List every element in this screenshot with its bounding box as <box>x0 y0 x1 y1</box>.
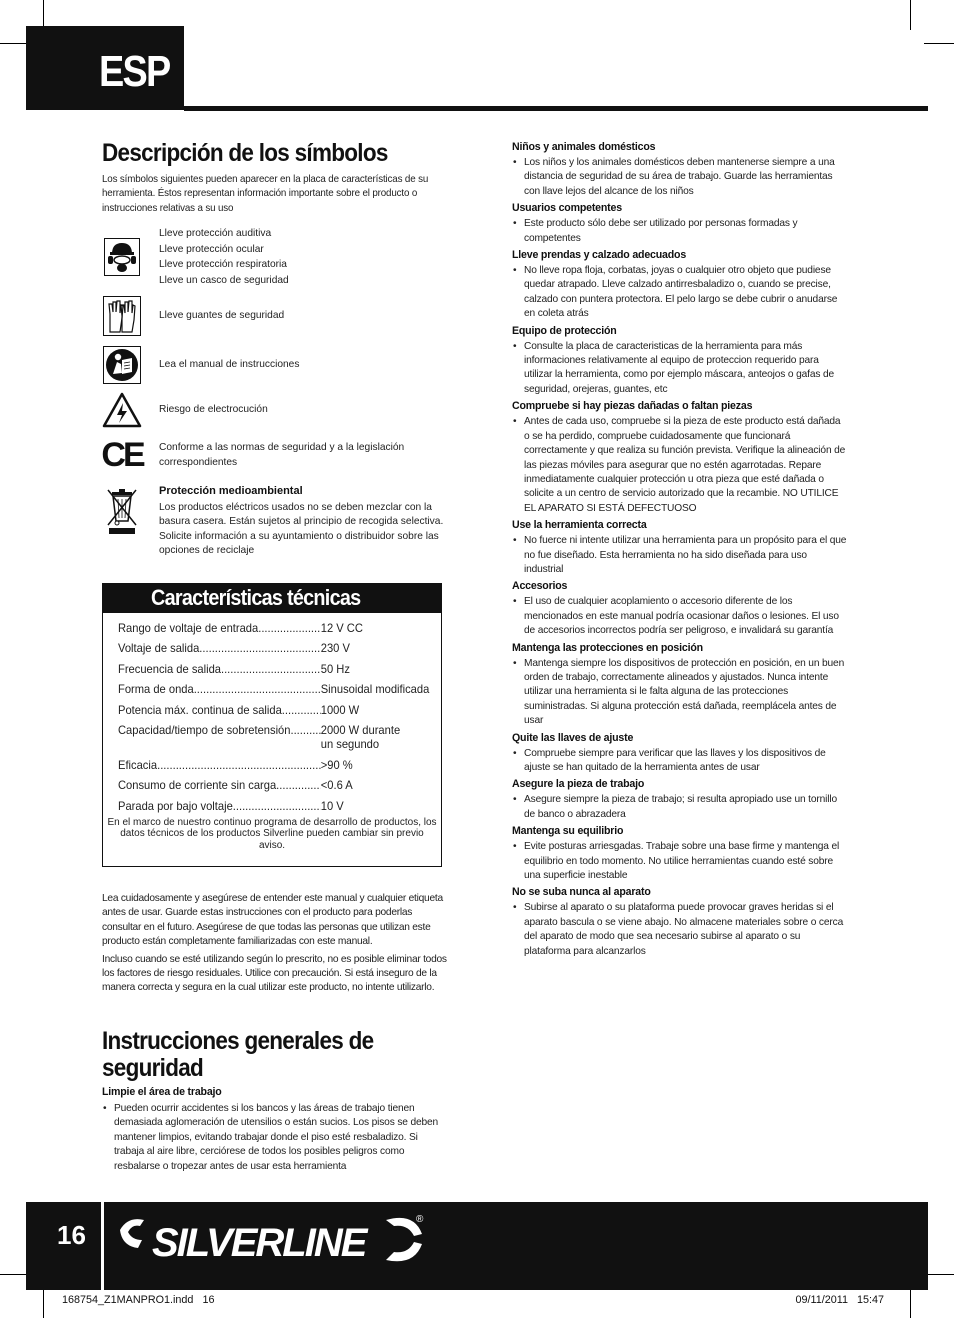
crop-mark <box>910 1290 911 1318</box>
spec-value: 1000 W <box>320 702 360 717</box>
spec-value: Sinusoidal modificada <box>320 682 430 697</box>
symbol-environment-row <box>102 484 447 559</box>
ce-mark-glyph: CE <box>101 436 143 475</box>
spec-value: 12 V CC <box>320 621 363 635</box>
safety-heading: Mantenga su equilibrio <box>512 825 624 838</box>
safety-bullet: • Este producto sólo debe ser utilizado por personas formadas y competentes <box>512 217 847 246</box>
registered-mark: ® <box>416 1214 424 1225</box>
read-manual-icon <box>102 346 142 384</box>
spec-row <box>118 723 454 751</box>
specifications-header <box>103 584 441 613</box>
spec-row <box>118 662 454 676</box>
specifications-note: En el marco de nuestro continuo programa de desarrollo de productos, los datos técnicos de los productos Silverline pueden cambiar sin previo aviso. <box>107 816 437 851</box>
safety-bullet: • Asegure siempre la pieza de trabajo; si resulta apropiado use un tornillo de banco o abrazadera <box>512 793 847 822</box>
gloves-icon <box>102 296 142 336</box>
spec-value-line: un segundo <box>320 736 380 751</box>
safety-bullet: • No lleve ropa floja, corbatas, joyas o cualquier otro objeto que pudiese quedar atrapado. Lleve calzado antirresbaladizo o, cuando se precise, calzado con puntera protectora. El pelo largo se debe cubrir o anudarse en coleta atrás <box>512 264 847 322</box>
spec-label: Rango de voltaje de entrada <box>118 621 259 635</box>
safety-bullet: • No fuerce ni intente utilizar una herramienta para un propósito para el que no fue diseñado. Esta herramienta no ha sido diseñada para uso industrial <box>512 534 847 577</box>
page-number: 16 <box>57 1220 86 1250</box>
ppe-line: Lleve protección ocular <box>159 243 264 255</box>
symbol-gloves-row <box>102 296 447 336</box>
safety-heading: Equipo de protección <box>512 324 617 337</box>
spec-row <box>118 778 454 792</box>
environment-title: Protección medioambiental <box>159 485 303 498</box>
electric-hazard-icon <box>102 392 142 428</box>
gloves-text <box>159 308 284 324</box>
spec-row <box>118 621 454 635</box>
symbols-title: Descripción de los símbolos <box>102 139 388 167</box>
safety-left <box>102 1028 447 1174</box>
safety-heading: Limpie el área de trabajo <box>102 1086 222 1098</box>
intro-paragraph: Lea cuidadosamente y asegúrese de entender este manual y cualquier etiqueta antes de usar. Guarde estas instrucciones con el producto para poderlas consultar en el futuro. Asegúrese de que todas las personas que utilizan este producto están completamente familiarizadas con este manual. <box>102 893 443 948</box>
electrocution-label: Riesgo de electrocución <box>159 404 268 416</box>
safety-bullet: • Mantenga siempre los dispositivos de protección en posición, en un buen orden de trabajo, correctamente alineados y ajustados. Nunca intente utilizar una herramienta si le falta alguna de las protecciones suministradas. Si alguna protección está dañada, reemplácela antes de usar <box>512 657 847 729</box>
safety-heading: Accesorios <box>512 580 568 593</box>
safety-bullet: • Consulte la placa de caracteristicas de la herramienta para más informaciones relativamente al equipo de proteccion requerido para utilizar la herramienta, como por ejemplo máscara, anteojos o gafas de seguridad, orejeras, guantes, etc <box>512 340 847 398</box>
specifications-table <box>103 613 441 813</box>
spec-value: 10 V <box>320 798 344 813</box>
gloves-label: Lleve guantes de seguridad <box>159 310 285 322</box>
safety-bullet: • Pueden ocurrir accidentes si los bancos y las áreas de trabajo tienen demasiada aglomeración de utensilios o están sucios. Los pisos se deben mantener limpios, evitando trabajar donde el piso esté resbaladizo. Si trabaja al aire libre, cerciórese de todos los posibles peligros como resbalarse o tropezar antes de usar esta herramienta <box>102 1102 447 1174</box>
safety-title-line: seguridad <box>102 1054 204 1082</box>
safety-bullet: • Subirse al aparato o su plataforma puede provocar graves heridas si el aparato bascula o se viene abajo. No almacene materiales sobre o cerca del aparato de modo que sea necesario subirse al aparato o su plataforma para alcanzarlos <box>512 901 847 959</box>
safety-heading: Lleve prendas y calzado adecuados <box>512 249 687 262</box>
ce-mark-icon <box>102 436 142 474</box>
safety-bullet: • Los niños y los animales domésticos deben mantenerse siempre a una distancia de seguridad de su área de trabajo. Guarde las herramientas con llave lejos del alcance de los niños <box>512 156 847 199</box>
symbol-ce-row <box>102 436 447 474</box>
environment-text <box>159 484 444 559</box>
crop-mark <box>910 0 911 30</box>
symbol-electrocution-row <box>102 392 447 428</box>
safety-heading: Compruebe si hay piezas dañadas o faltan piezas <box>512 400 753 413</box>
safety-heading: Use la herramienta correcta <box>512 519 647 532</box>
safety-title <box>102 1028 413 1082</box>
intro-block <box>102 892 447 996</box>
safety-bullet: • Antes de cada uso, compruebe si la pieza de este producto está dañada o se ha perdido, compruebe cuidadosamente que funcionará correctamente y que realiza su función prevista. Verifique la alineación de las piezas móviles para asegurar que no estén agarrotadas. Repare inmediatamente cualquier protección u otra pieza que esté dañada o solicite a un centro de servicio autorizado que la recambie. NO UTILICE EL APARATO SI ESTÁ DEFECTUOSO <box>512 415 847 516</box>
slug-file: 168754_Z1MANPRO1.indd 16 <box>62 1294 215 1306</box>
safety-heading: Asegure la pieza de trabajo <box>512 778 645 791</box>
spec-label: Parada por bajo voltaje <box>118 798 233 813</box>
spec-value: 50 Hz <box>320 661 350 676</box>
spec-value: <0.6 A <box>320 778 353 793</box>
spec-label: Voltaje de salida <box>118 641 200 656</box>
specifications-box <box>102 583 442 867</box>
spec-value: >90 % <box>320 757 353 772</box>
environment-body: Los productos eléctricos usados no se deben mezclar con la basura casera. Están sujetos al principio de recogida selectiva. Solicite información a su ayuntamiento o distribuidor sobre las opciones de reciclaje <box>159 501 444 557</box>
specifications-title: Características técnicas <box>151 585 361 610</box>
spec-row <box>118 758 454 772</box>
spec-row <box>118 799 454 813</box>
language-code: ESP <box>99 47 170 96</box>
crop-mark <box>924 1274 954 1275</box>
right-column <box>512 140 847 959</box>
manual-text <box>159 357 299 373</box>
left-column <box>102 140 447 559</box>
crop-mark <box>924 43 954 44</box>
ppe-line: Lleve protección respiratoria <box>159 259 287 271</box>
spec-label: Capacidad/tiempo de sobretensión <box>118 722 291 737</box>
spec-value: 230 V <box>320 641 350 656</box>
safety-heading: Usuarios competentes <box>512 202 622 215</box>
ppe-text <box>159 226 289 288</box>
manual-label: Lea el manual de instrucciones <box>159 359 300 371</box>
spec-value <box>321 723 433 751</box>
ppe-line: Lleve un casco de seguridad <box>159 274 289 286</box>
slug-date: 09/11/2011 15:47 <box>795 1294 884 1306</box>
footer-divider <box>101 1202 104 1290</box>
header-rule <box>184 106 928 111</box>
safety-heading: Mantenga las protecciones en posición <box>512 641 703 654</box>
ce-text <box>159 440 429 470</box>
safety-title-line: Instrucciones generales de <box>102 1027 374 1055</box>
silverline-logo <box>118 1210 428 1273</box>
safety-heading: Niños y animales domésticos <box>512 141 656 153</box>
spec-label: Potencia máx. continua de salida <box>118 702 282 717</box>
intro-paragraph: Incluso cuando se esté utilizando según lo prescrito, no es posible eliminar todos los factores de riesgo residuales. Utilice con precaución. Si está inseguro de la manera correcta y segura en la cual utilizar este producto, no intente utilizarlo. <box>102 953 447 994</box>
spec-row <box>118 682 454 696</box>
spec-label: Consumo de corriente sin carga <box>118 778 277 793</box>
electrocution-text <box>159 402 268 418</box>
symbols-intro: Los símbolos siguientes pueden aparecer en la placa de características de su herramienta. Éstos representan información importante sobre el producto o instrucciones relativas a su uso <box>102 174 429 214</box>
safety-heading: No se suba nunca al aparato <box>512 886 651 899</box>
spec-row <box>118 641 454 655</box>
language-tab <box>26 26 184 110</box>
brand-text: SILVERLINE <box>152 1221 366 1265</box>
spec-row <box>118 703 454 717</box>
spec-label: Forma de onda <box>118 682 194 697</box>
spec-label: Frecuencia de salida <box>118 661 221 676</box>
symbol-manual-row <box>102 346 447 384</box>
weee-bin-icon <box>102 484 142 535</box>
safety-bullet: • Compruebe siempre para verificar que las llaves y los dispositivos de ajuste se han quitado de la herramienta antes de usar <box>512 747 847 776</box>
ppe-line: Lleve protección auditiva <box>159 228 272 240</box>
crop-mark <box>43 1290 44 1318</box>
spec-value-line: 2000 W durante <box>320 722 401 737</box>
ppe-icon <box>102 238 142 276</box>
safety-bullet: • El uso de cualquier acoplamiento o accesorio diferente de los mencionados en este manual podría ocasionar daños o lesiones. El uso de accesorios incorrectos podría ser peligroso, e invalidará su garantía <box>512 595 847 638</box>
safety-bullet: • Evite posturas arriesgadas. Trabaje sobre una base firme y mantenga el equilibrio en todo momento. No utilice herramientas cuando esté sobre una superficie inestable <box>512 840 847 883</box>
safety-heading: Quite las llaves de ajuste <box>512 731 634 744</box>
symbol-ppe-row <box>102 226 447 288</box>
ce-label: Conforme a las normas de seguridad y a la legislación correspondientes <box>159 442 405 469</box>
spec-label: Eficacia <box>118 757 158 772</box>
